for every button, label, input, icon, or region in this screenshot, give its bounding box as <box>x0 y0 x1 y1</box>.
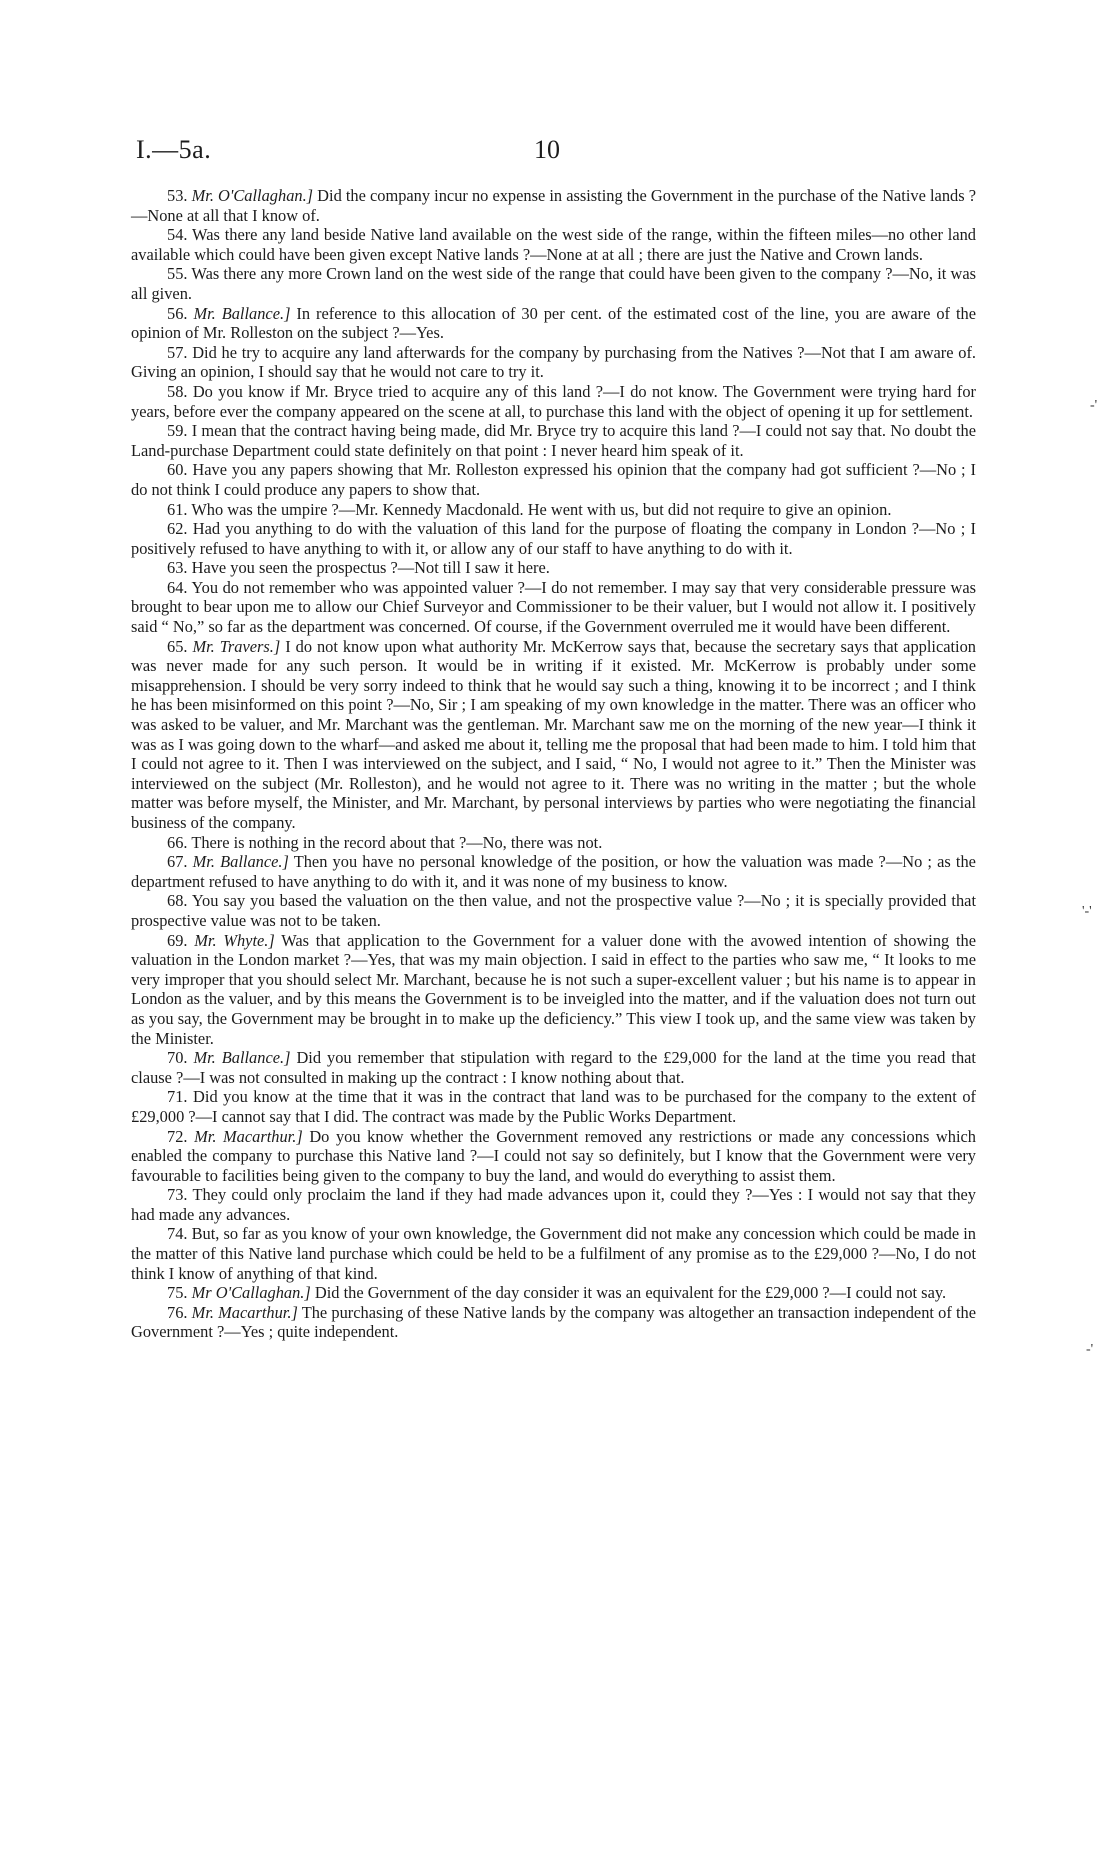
question-paragraph <box>131 1303 976 1342</box>
question-paragraph <box>131 382 976 421</box>
question-number: 68. <box>167 891 188 911</box>
question-paragraph <box>131 1283 976 1303</box>
question-paragraph <box>131 500 976 520</box>
paragraph-text: Was that application to the Government for a valuer done with the avowed intention of showing the valuation in the London market ?—Yes, that was my main objection. I said in effect to the parties who saw me, “ It looks to me very improper that you should select Mr. Marchant, because he is not such a super-excellent valuer ; but his name is to appear in London as the valuer, and by this means the Government is to be inveigled into the matter, and if the valuation does not turn out as you say, the Government may be brought in to make up the deficiency.” This view I took up, and the same view was taken by the Minister. <box>131 930 977 1048</box>
question-number: 59. <box>167 421 188 441</box>
paragraph-text: Then you have no personal knowledge of the position, or how the valuation was made ?—No ; as the department refused to have anything to do with it, and it was none of my business to know. <box>131 852 976 891</box>
question-number: 67. <box>167 852 188 872</box>
question-paragraph <box>131 421 976 460</box>
question-paragraph <box>131 1185 976 1224</box>
question-number: 60. <box>167 460 188 480</box>
paragraph-text: Was there any land beside Native land available on the west side of the range, within the fifteen miles—no other land available which could have been given except Native lands ?—None at at all ; there are just the Native and Crown lands. <box>131 225 976 264</box>
document-reference: I.—5a. <box>136 135 212 164</box>
speaker-name: Mr. Macarthur.] <box>191 1302 298 1322</box>
paragraph-text: Did the Government of the day consider it was an equivalent for the £29,000 ?—I could not say. <box>314 1283 947 1303</box>
question-number: 66. <box>167 832 188 852</box>
question-number: 69. <box>167 930 188 950</box>
paragraph-text: But, so far as you know of your own knowledge, the Government did not make any concession which could be made in the matter of this Native land purchase which could be held to be a fulfilment of any promise as to the £29,000 ?—No, I do not think I know of anything of that kind. <box>131 1224 976 1283</box>
question-paragraph <box>131 637 976 833</box>
question-paragraph <box>131 1087 976 1126</box>
speaker-name: Mr O'Callaghan.] <box>191 1283 311 1303</box>
margin-mark: -' <box>1090 398 1098 413</box>
page-header <box>136 135 976 175</box>
question-number: 70. <box>167 1048 188 1068</box>
question-paragraph <box>131 460 976 499</box>
question-paragraph <box>131 1048 976 1087</box>
speaker-name: Mr. O'Callaghan.] <box>191 186 314 205</box>
margin-mark: -' <box>1086 1342 1094 1357</box>
question-number: 65. <box>167 636 188 656</box>
question-paragraph <box>131 558 976 578</box>
paragraph-text: You do not remember who was appointed valuer ?—I do not remember. I may say that very considerable pressure was brought to bear upon me to allow our Chief Surveyor and Commissioner to be their valuer, but I would not allow it. I positively said “ No,” so far as the department was concerned. Of course, if the Government overruled me it would have been different. <box>131 577 976 637</box>
question-number: 74. <box>167 1224 188 1244</box>
paragraph-text: In reference to this allocation of 30 per cent. of the estimated cost of the line, you are aware of the opinion of Mr. Rolleston on the subject ?—Yes. <box>131 303 976 343</box>
paragraph-text: Do you know if Mr. Bryce tried to acquire any of this land ?—I do not know. The Government were trying hard for years, before ever the company appeared on the scene at all, to purchase this land with the object of opening it up for settlement. <box>131 381 976 421</box>
question-number: 61. <box>167 499 188 519</box>
question-paragraph <box>131 186 976 225</box>
question-number: 57. <box>167 342 188 362</box>
paragraph-text: I mean that the contract having being made, did Mr. Bryce try to acquire this land ?—I could not say that. No doubt the Land-purchase Department could state definitely on that point : I never heard him speak of it. <box>131 421 976 460</box>
question-number: 56. <box>167 303 188 323</box>
margin-mark: '-' <box>1082 904 1092 919</box>
question-number: 71. <box>167 1087 188 1107</box>
paragraph-text: There is nothing in the record about that ?—No, there was not. <box>191 832 603 852</box>
question-paragraph <box>131 225 976 264</box>
question-number: 62. <box>167 519 188 539</box>
paragraph-text: Have you seen the prospectus ?—Not till I saw it here. <box>191 558 550 578</box>
speaker-name: Mr. Macarthur.] <box>194 1126 303 1146</box>
page-number: 10 <box>534 135 560 164</box>
question-number: 75. <box>167 1283 188 1303</box>
question-paragraph <box>131 578 976 637</box>
question-paragraph <box>131 852 976 891</box>
paragraph-text: Had you anything to do with the valuation of this land for the purpose of floating the company in London ?—No ; I positively refused to have anything to with it, or allow any of our staff to have anything to do with it. <box>131 519 976 558</box>
paragraph-text: I do not know upon what authority Mr. McKerrow says that, because the secretary says that application was never made for any such person. It would be in writing if it existed. Mr. McKerrow is probably under some misapprehension. I should be very sorry indeed to think that he would say such a thing, knowing it to be incorrect ; and I think he has been misinformed on this point ?—No, Sir ; I am speaking of my own knowledge in the matter. There was an officer who was asked to be valuer, and Mr. Marchant was the gentleman. Mr. Marchant saw me on the morning of the new year—I think it was as I was going down to the wharf—and asked me about it, telling me the proposal that had been made to him. I told him that I could not agree to it. Then I was interviewed on the subject, and I said, “ No, I would not agree to it.” Then the Minister was interviewed on the subject (Mr. Rolleston), and he would not agree to it. There was no writing in the matter ; but the whole matter was before myself, the Minister, and Mr. Marchant, by personal interviews by parties who were negotiating the financial business of the company. <box>131 636 976 832</box>
question-paragraph <box>131 931 976 1049</box>
speaker-name: Mr. Whyte.] <box>194 930 275 950</box>
question-paragraph <box>131 1127 976 1186</box>
paragraph-text: Do you know whether the Government removed any restrictions or made any concessions which enabled the company to purchase this Native land ?—I could not say so definitely, but I know that the Government were very favourable to facilities being given to the company to buy the land, and would do everything to assist them. <box>131 1126 976 1185</box>
question-number: 72. <box>167 1126 188 1146</box>
question-paragraph <box>131 833 976 853</box>
speaker-name: Mr. Ballance.] <box>193 1048 291 1068</box>
speaker-name: Mr. Ballance.] <box>193 303 291 323</box>
question-paragraph <box>131 891 976 930</box>
question-paragraph <box>131 519 976 558</box>
paragraph-text: You say you based the valuation on the then value, and not the prospective value ?—No ; it is specially provided that prospective value was not to be taken. <box>131 891 976 930</box>
question-paragraph <box>131 304 976 343</box>
question-number: 54. <box>167 225 188 245</box>
question-number: 64. <box>167 577 188 597</box>
paragraph-text: Did the company incur no expense in assisting the Government in the purchase of the Native lands ?—None at all that I know of. <box>131 186 976 225</box>
paragraph-text: They could only proclaim the land if they had made advances upon it, could they ?—Yes : I would not say that they had made any advances. <box>131 1185 976 1224</box>
paragraph-text: Who was the umpire ?—Mr. Kennedy Macdonald. He went with us, but did not require to give an opinion. <box>191 499 892 519</box>
speaker-name: Mr. Travers.] <box>192 636 281 656</box>
question-paragraph <box>131 264 976 303</box>
question-number: 63. <box>167 558 188 578</box>
paragraph-text: Did you know at the time that it was in the contract that land was to be purchased for the company to the extent of £29,000 ?—I cannot say that I did. The contract was made by the Public Works Department. <box>131 1087 976 1126</box>
paragraph-text: Did you remember that stipulation with regard to the £29,000 for the land at the time you read that clause ?—I was not consulted in making up the contract : I know nothing about that. <box>131 1048 976 1087</box>
question-number: 53. <box>167 186 188 205</box>
question-number: 55. <box>167 264 188 284</box>
paragraph-text: Did he try to acquire any land afterwards for the company by purchasing from the Natives ?—Not that I am aware of. Giving an opinion, I should say that he would not care to try it. <box>131 342 977 382</box>
question-paragraph <box>131 343 976 382</box>
question-number: 73. <box>167 1185 188 1205</box>
paragraph-text: Have you any papers showing that Mr. Rolleston expressed his opinion that the company had got sufficient ?—No ; I do not think I could produce any papers to show that. <box>131 460 976 499</box>
paragraph-text: Was there any more Crown land on the west side of the range that could have been given to the company ?—No, it was all given. <box>131 264 977 303</box>
question-number: 76. <box>167 1302 188 1322</box>
question-paragraph <box>131 1224 976 1283</box>
evidence-transcript <box>131 186 976 1342</box>
paragraph-text: The purchasing of these Native lands by the company was altogether an transaction independent of the Government ?—Yes ; quite independent. <box>131 1302 976 1342</box>
speaker-name: Mr. Ballance.] <box>192 852 289 872</box>
question-number: 58. <box>167 381 188 401</box>
